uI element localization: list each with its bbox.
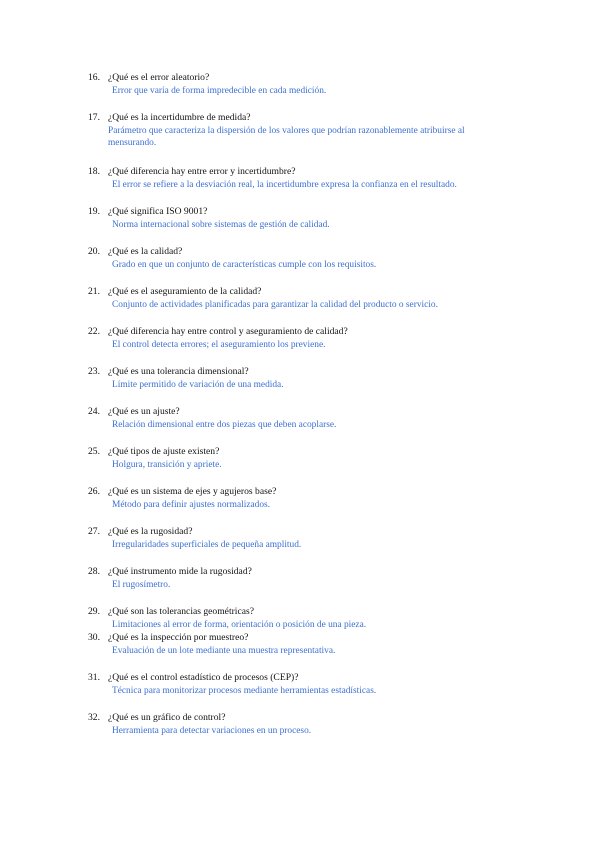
question xyxy=(88,206,508,218)
answer-text: Límite permitido de variación de una medida. xyxy=(112,380,284,390)
question xyxy=(88,326,508,338)
question-text: ¿Qué diferencia hay entre error y incertidumbre? xyxy=(108,166,296,177)
question-number: 18. xyxy=(88,166,100,177)
qa-item-16 xyxy=(88,72,508,97)
qa-item-28 xyxy=(88,566,508,591)
answer-text: El rugosímetro. xyxy=(112,580,171,590)
answer-text: Holgura, transición y apriete. xyxy=(112,460,222,470)
qa-item-29 xyxy=(88,606,508,631)
question-text: ¿Qué es el control estadístico de procesos (CEP)? xyxy=(108,672,299,683)
question xyxy=(88,366,508,378)
question-text: ¿Qué es la rugosidad? xyxy=(108,526,193,537)
answer-text: Herramienta para detectar variaciones en un proceso. xyxy=(112,726,312,736)
question xyxy=(88,72,508,84)
question xyxy=(88,166,508,178)
question xyxy=(88,672,508,684)
question xyxy=(88,632,508,644)
question-number: 25. xyxy=(88,446,100,457)
qa-item-32 xyxy=(88,712,508,737)
question-text: ¿Qué significa ISO 9001? xyxy=(108,206,208,217)
answer-text: Error que varía de forma impredecible en cada medición. xyxy=(112,86,327,96)
answer-text: Técnica para monitorizar procesos mediante herramientas estadísticas. xyxy=(112,686,377,696)
answer-text: Limitaciones al error de forma, orientación o posición de una pieza. xyxy=(112,620,367,630)
question-text: ¿Qué es la incertidumbre de medida? xyxy=(108,112,251,123)
question xyxy=(88,406,508,418)
question-number: 30. xyxy=(88,632,100,643)
qa-item-22 xyxy=(88,326,508,351)
qa-item-30 xyxy=(88,632,508,657)
answer-text: Evaluación de un lote mediante una muestra representativa. xyxy=(112,646,336,656)
qa-item-20 xyxy=(88,246,508,271)
question-number: 22. xyxy=(88,326,100,337)
answer-text: Conjunto de actividades planificadas para garantizar la calidad del producto o servicio. xyxy=(112,300,438,310)
question-number: 21. xyxy=(88,286,100,297)
question-text: ¿Qué es la calidad? xyxy=(108,246,183,257)
question-number: 19. xyxy=(88,206,100,217)
question xyxy=(88,246,508,258)
question xyxy=(88,526,508,538)
question-number: 16. xyxy=(88,72,100,83)
question-number: 26. xyxy=(88,486,100,497)
question-number: 32. xyxy=(88,712,100,723)
question-text: ¿Qué es el error aleatorio? xyxy=(108,72,210,83)
qa-item-25 xyxy=(88,446,508,471)
answer-text: Relación dimensional entre dos piezas que deben acoplarse. xyxy=(112,420,337,430)
qa-item-18 xyxy=(88,166,508,191)
question-number: 28. xyxy=(88,566,100,577)
question-text: ¿Qué es un sistema de ejes y agujeros base? xyxy=(108,486,277,497)
question-number: 27. xyxy=(88,526,100,537)
qa-item-27 xyxy=(88,526,508,551)
question xyxy=(88,712,508,724)
qa-item-17 xyxy=(88,112,508,149)
question xyxy=(88,606,508,618)
answer-text: Irregularidades superficiales de pequeña amplitud. xyxy=(112,540,302,550)
answer-text: Método para definir ajustes normalizados. xyxy=(112,500,271,510)
question-text: ¿Qué es un gráfico de control? xyxy=(108,712,226,723)
question-text: ¿Qué es el aseguramiento de la calidad? xyxy=(108,286,262,297)
qa-item-21 xyxy=(88,286,508,311)
question-text: ¿Qué es la inspección por muestreo? xyxy=(108,632,249,643)
question-text: ¿Qué tipos de ajuste existen? xyxy=(108,446,220,457)
answer-text: El control detecta errores; el aseguramiento los previene. xyxy=(112,340,326,350)
question xyxy=(88,112,508,124)
question-number: 20. xyxy=(88,246,100,257)
question-text: ¿Qué son las tolerancias geométricas? xyxy=(108,606,254,617)
answer-text: Parámetro que caracteriza la dispersión de los valores que podrían razonablemente atribuirse al mensurando. xyxy=(108,126,465,148)
question-text: ¿Qué diferencia hay entre control y aseguramiento de calidad? xyxy=(108,326,348,337)
question xyxy=(88,566,508,578)
qa-item-23 xyxy=(88,366,508,391)
question-number: 17. xyxy=(88,112,100,123)
question-number: 29. xyxy=(88,606,100,617)
answer-text: Norma internacional sobre sistemas de gestión de calidad. xyxy=(112,220,330,230)
qa-item-24 xyxy=(88,406,508,431)
question-text: ¿Qué es un ajuste? xyxy=(108,406,180,417)
question xyxy=(88,486,508,498)
question xyxy=(88,446,508,458)
answer-text: Grado en que un conjunto de características cumple con los requisitos. xyxy=(112,260,377,270)
question-number: 24. xyxy=(88,406,100,417)
question-text: ¿Qué es una tolerancia dimensional? xyxy=(108,366,249,377)
qa-item-19 xyxy=(88,206,508,231)
question-number: 23. xyxy=(88,366,100,377)
answer-text: El error se refiere a la desviación real, la incertidumbre expresa la confianza en el resultado. xyxy=(112,180,457,190)
qa-item-31 xyxy=(88,672,508,697)
question xyxy=(88,286,508,298)
question-number: 31. xyxy=(88,672,100,683)
qa-item-26 xyxy=(88,486,508,511)
question-text: ¿Qué instrumento mide la rugosidad? xyxy=(108,566,252,577)
